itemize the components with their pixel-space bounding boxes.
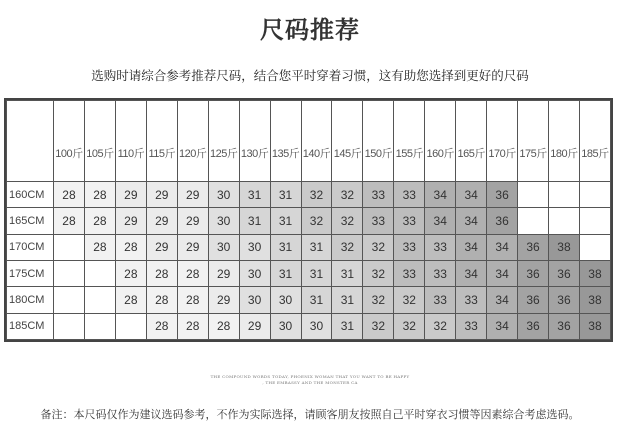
size-cell: 29 bbox=[177, 208, 208, 234]
weight-header: 185斤 bbox=[579, 101, 610, 182]
size-cell: 29 bbox=[146, 208, 177, 234]
size-cell: 31 bbox=[239, 208, 270, 234]
size-cell: 28 bbox=[146, 287, 177, 313]
size-cell: 28 bbox=[177, 260, 208, 286]
size-cell: 33 bbox=[363, 182, 394, 208]
size-cell: 32 bbox=[301, 182, 332, 208]
weight-header: 155斤 bbox=[394, 101, 425, 182]
size-cell: 29 bbox=[177, 182, 208, 208]
size-cell: 30 bbox=[239, 287, 270, 313]
size-cell: 33 bbox=[394, 208, 425, 234]
height-label: 170CM bbox=[7, 234, 54, 260]
size-cell: 32 bbox=[363, 260, 394, 286]
size-cell bbox=[518, 182, 549, 208]
weight-header: 110斤 bbox=[115, 101, 146, 182]
table-row bbox=[7, 313, 611, 339]
size-cell: 29 bbox=[208, 287, 239, 313]
size-cell: 38 bbox=[549, 234, 580, 260]
page-title: 尺码推荐 bbox=[260, 16, 360, 44]
weight-header: 120斤 bbox=[177, 101, 208, 182]
table-row bbox=[7, 182, 611, 208]
size-cell bbox=[115, 313, 146, 339]
weight-header: 135斤 bbox=[270, 101, 301, 182]
size-cell: 28 bbox=[115, 234, 146, 260]
size-cell: 38 bbox=[579, 260, 610, 286]
size-cell: 29 bbox=[177, 234, 208, 260]
size-cell bbox=[84, 287, 115, 313]
size-cell: 30 bbox=[301, 313, 332, 339]
size-cell: 34 bbox=[487, 287, 518, 313]
size-cell: 36 bbox=[549, 287, 580, 313]
weight-header: 170斤 bbox=[487, 101, 518, 182]
size-cell: 28 bbox=[84, 208, 115, 234]
size-cell: 30 bbox=[208, 234, 239, 260]
size-cell: 32 bbox=[332, 208, 363, 234]
size-cell: 29 bbox=[208, 260, 239, 286]
size-cell: 36 bbox=[518, 234, 549, 260]
weight-header: 160斤 bbox=[425, 101, 456, 182]
size-cell: 36 bbox=[518, 313, 549, 339]
weight-header: 180斤 bbox=[549, 101, 580, 182]
height-label: 165CM bbox=[7, 208, 54, 234]
fineprint-line-2: , THE EMBASSY AND THE MONSTER CA bbox=[262, 380, 358, 385]
size-cell: 28 bbox=[115, 260, 146, 286]
page-subtitle: 选购时请综合参考推荐尺码，结合您平时穿着习惯，这有助您选择到更好的尺码 bbox=[91, 68, 529, 83]
size-cell: 33 bbox=[394, 182, 425, 208]
weight-header: 130斤 bbox=[239, 101, 270, 182]
size-cell: 36 bbox=[487, 208, 518, 234]
size-cell bbox=[54, 313, 85, 339]
size-cell: 29 bbox=[239, 313, 270, 339]
size-cell: 29 bbox=[115, 208, 146, 234]
size-cell: 33 bbox=[394, 260, 425, 286]
size-cell: 36 bbox=[487, 182, 518, 208]
size-cell bbox=[579, 208, 610, 234]
size-cell: 33 bbox=[456, 287, 487, 313]
size-cell: 30 bbox=[208, 208, 239, 234]
size-cell: 36 bbox=[549, 313, 580, 339]
size-cell: 30 bbox=[239, 260, 270, 286]
size-cell: 31 bbox=[301, 260, 332, 286]
size-cell: 32 bbox=[363, 234, 394, 260]
size-cell: 28 bbox=[54, 208, 85, 234]
table-row bbox=[7, 260, 611, 286]
size-cell: 33 bbox=[425, 260, 456, 286]
height-label: 185CM bbox=[7, 313, 54, 339]
weight-header: 115斤 bbox=[146, 101, 177, 182]
weight-header-row bbox=[7, 101, 611, 182]
size-cell: 28 bbox=[177, 287, 208, 313]
size-cell: 31 bbox=[301, 287, 332, 313]
size-cell: 29 bbox=[115, 182, 146, 208]
size-cell: 36 bbox=[549, 260, 580, 286]
size-cell: 31 bbox=[270, 260, 301, 286]
size-cell: 32 bbox=[332, 234, 363, 260]
size-cell bbox=[54, 234, 85, 260]
size-cell: 29 bbox=[146, 182, 177, 208]
weight-header: 175斤 bbox=[518, 101, 549, 182]
size-cell: 32 bbox=[394, 313, 425, 339]
size-cell: 28 bbox=[115, 287, 146, 313]
fineprint-line-1: THE COMPOUND WORDS TODAY, PHOENIX WOMAN THAT YOU WANT TO BE HAPPY bbox=[210, 374, 410, 379]
size-cell: 32 bbox=[363, 313, 394, 339]
weight-header: 140斤 bbox=[301, 101, 332, 182]
size-cell: 32 bbox=[425, 313, 456, 339]
size-cell: 34 bbox=[487, 234, 518, 260]
size-cell: 30 bbox=[270, 287, 301, 313]
size-cell: 36 bbox=[518, 260, 549, 286]
size-cell: 38 bbox=[579, 287, 610, 313]
size-cell bbox=[54, 260, 85, 286]
table-row bbox=[7, 208, 611, 234]
size-cell: 31 bbox=[239, 182, 270, 208]
weight-header: 105斤 bbox=[84, 101, 115, 182]
size-cell: 33 bbox=[425, 234, 456, 260]
size-cell: 31 bbox=[332, 287, 363, 313]
size-cell bbox=[579, 182, 610, 208]
size-cell: 28 bbox=[84, 182, 115, 208]
size-cell bbox=[84, 260, 115, 286]
weight-header: 125斤 bbox=[208, 101, 239, 182]
size-cell: 31 bbox=[270, 234, 301, 260]
size-cell: 34 bbox=[425, 208, 456, 234]
size-cell bbox=[84, 313, 115, 339]
size-cell: 31 bbox=[270, 182, 301, 208]
size-cell: 32 bbox=[363, 287, 394, 313]
size-cell: 30 bbox=[239, 234, 270, 260]
size-cell: 34 bbox=[487, 313, 518, 339]
weight-header: 100斤 bbox=[54, 101, 85, 182]
size-cell: 30 bbox=[270, 313, 301, 339]
size-cell bbox=[549, 208, 580, 234]
size-cell: 34 bbox=[456, 208, 487, 234]
size-cell bbox=[579, 234, 610, 260]
size-cell: 31 bbox=[332, 260, 363, 286]
size-cell: 34 bbox=[456, 182, 487, 208]
size-cell: 33 bbox=[394, 234, 425, 260]
table-row bbox=[7, 234, 611, 260]
size-cell: 28 bbox=[54, 182, 85, 208]
size-cell: 33 bbox=[456, 313, 487, 339]
size-cell: 34 bbox=[456, 234, 487, 260]
size-cell: 28 bbox=[84, 234, 115, 260]
size-cell: 31 bbox=[332, 313, 363, 339]
weight-header: 165斤 bbox=[456, 101, 487, 182]
size-table-container bbox=[4, 98, 613, 342]
size-cell: 33 bbox=[425, 287, 456, 313]
size-cell: 29 bbox=[146, 234, 177, 260]
size-cell: 28 bbox=[177, 313, 208, 339]
table-corner-cell bbox=[7, 101, 54, 182]
size-cell: 34 bbox=[487, 260, 518, 286]
size-cell: 32 bbox=[301, 208, 332, 234]
size-cell: 33 bbox=[363, 208, 394, 234]
height-label: 160CM bbox=[7, 182, 54, 208]
size-cell: 28 bbox=[146, 260, 177, 286]
size-cell bbox=[54, 287, 85, 313]
disclaimer-note: 备注：本尺码仅作为建议选码参考，不作为实际选择，请顾客朋友按照自己平时穿衣习惯等因素综合考虑选码。 bbox=[40, 408, 580, 421]
size-cell: 32 bbox=[394, 287, 425, 313]
size-cell: 28 bbox=[208, 313, 239, 339]
size-cell: 36 bbox=[518, 287, 549, 313]
weight-header: 150斤 bbox=[363, 101, 394, 182]
size-cell: 31 bbox=[301, 234, 332, 260]
size-cell: 38 bbox=[579, 313, 610, 339]
size-cell bbox=[518, 208, 549, 234]
height-label: 175CM bbox=[7, 260, 54, 286]
size-cell: 32 bbox=[332, 182, 363, 208]
table-row bbox=[7, 287, 611, 313]
size-cell: 34 bbox=[425, 182, 456, 208]
size-cell: 31 bbox=[270, 208, 301, 234]
weight-header: 145斤 bbox=[332, 101, 363, 182]
size-cell bbox=[549, 182, 580, 208]
size-chart-table bbox=[6, 100, 611, 340]
height-label: 180CM bbox=[7, 287, 54, 313]
size-cell: 30 bbox=[208, 182, 239, 208]
size-cell: 28 bbox=[146, 313, 177, 339]
size-cell: 34 bbox=[456, 260, 487, 286]
